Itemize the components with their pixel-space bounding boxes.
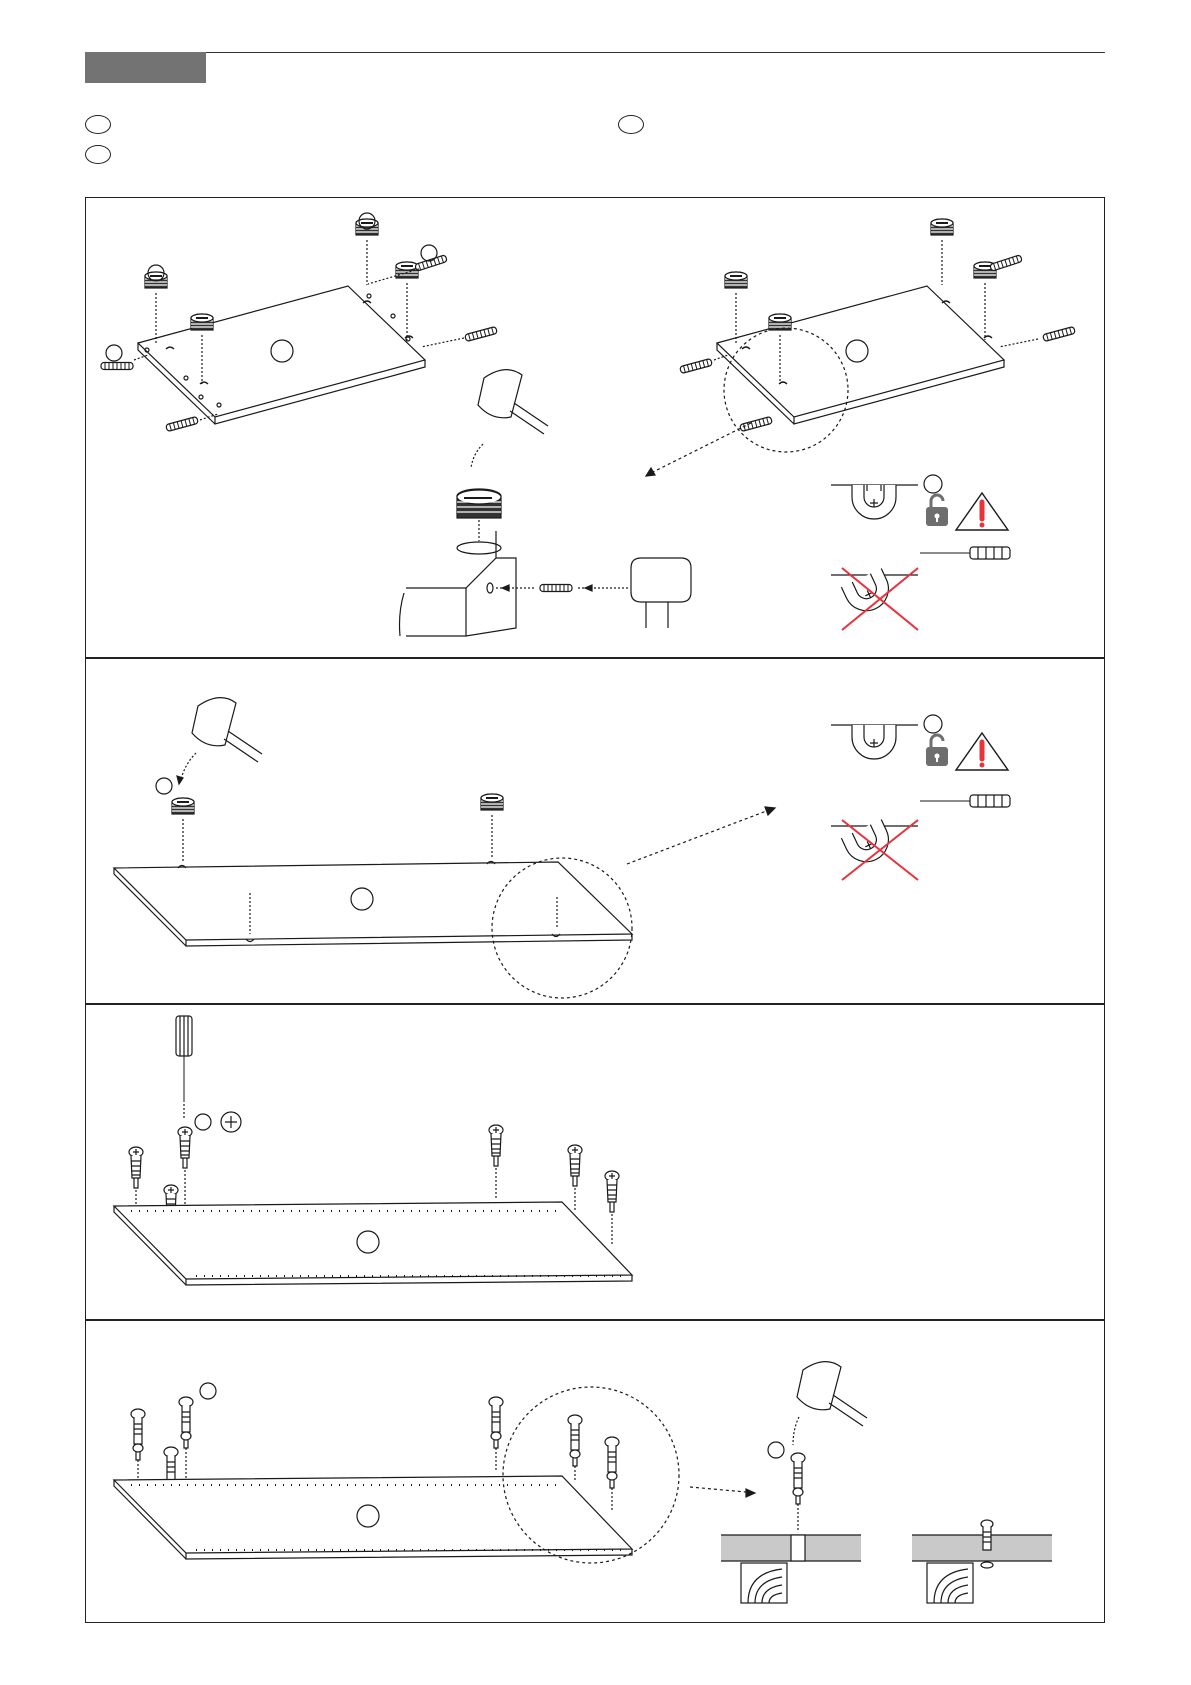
detail-right — [912, 1520, 1052, 1603]
hammer-icon — [478, 370, 548, 434]
language-marker-3 — [618, 115, 644, 134]
step-1-panel — [86, 198, 1104, 657]
warning-icon — [956, 733, 1008, 770]
step-1-board-right — [717, 286, 1004, 424]
screwdriver-icon — [920, 547, 1010, 559]
step-4-panel — [86, 1320, 1104, 1622]
hammer-icon — [192, 698, 262, 762]
step-2-board — [114, 862, 632, 947]
step-2-panel — [86, 658, 1104, 1003]
screwdriver-icon — [176, 1016, 192, 1102]
phillips-head-icon — [221, 1112, 241, 1132]
warning-icon — [956, 493, 1008, 530]
language-marker-1 — [85, 115, 111, 134]
step-1-board-left — [138, 286, 425, 424]
step-4-board — [114, 1476, 632, 1559]
screwdriver-icon — [920, 795, 1010, 807]
unlock-icon — [926, 495, 948, 526]
detail-left — [721, 1535, 861, 1603]
hammer-icon — [797, 1362, 867, 1426]
step-3-panel — [86, 1004, 1104, 1319]
language-marker-2 — [85, 145, 111, 164]
header-rule — [206, 52, 1105, 53]
unlock-icon — [926, 735, 948, 766]
section-header-bar — [85, 52, 206, 83]
step-3-board — [114, 1202, 632, 1285]
